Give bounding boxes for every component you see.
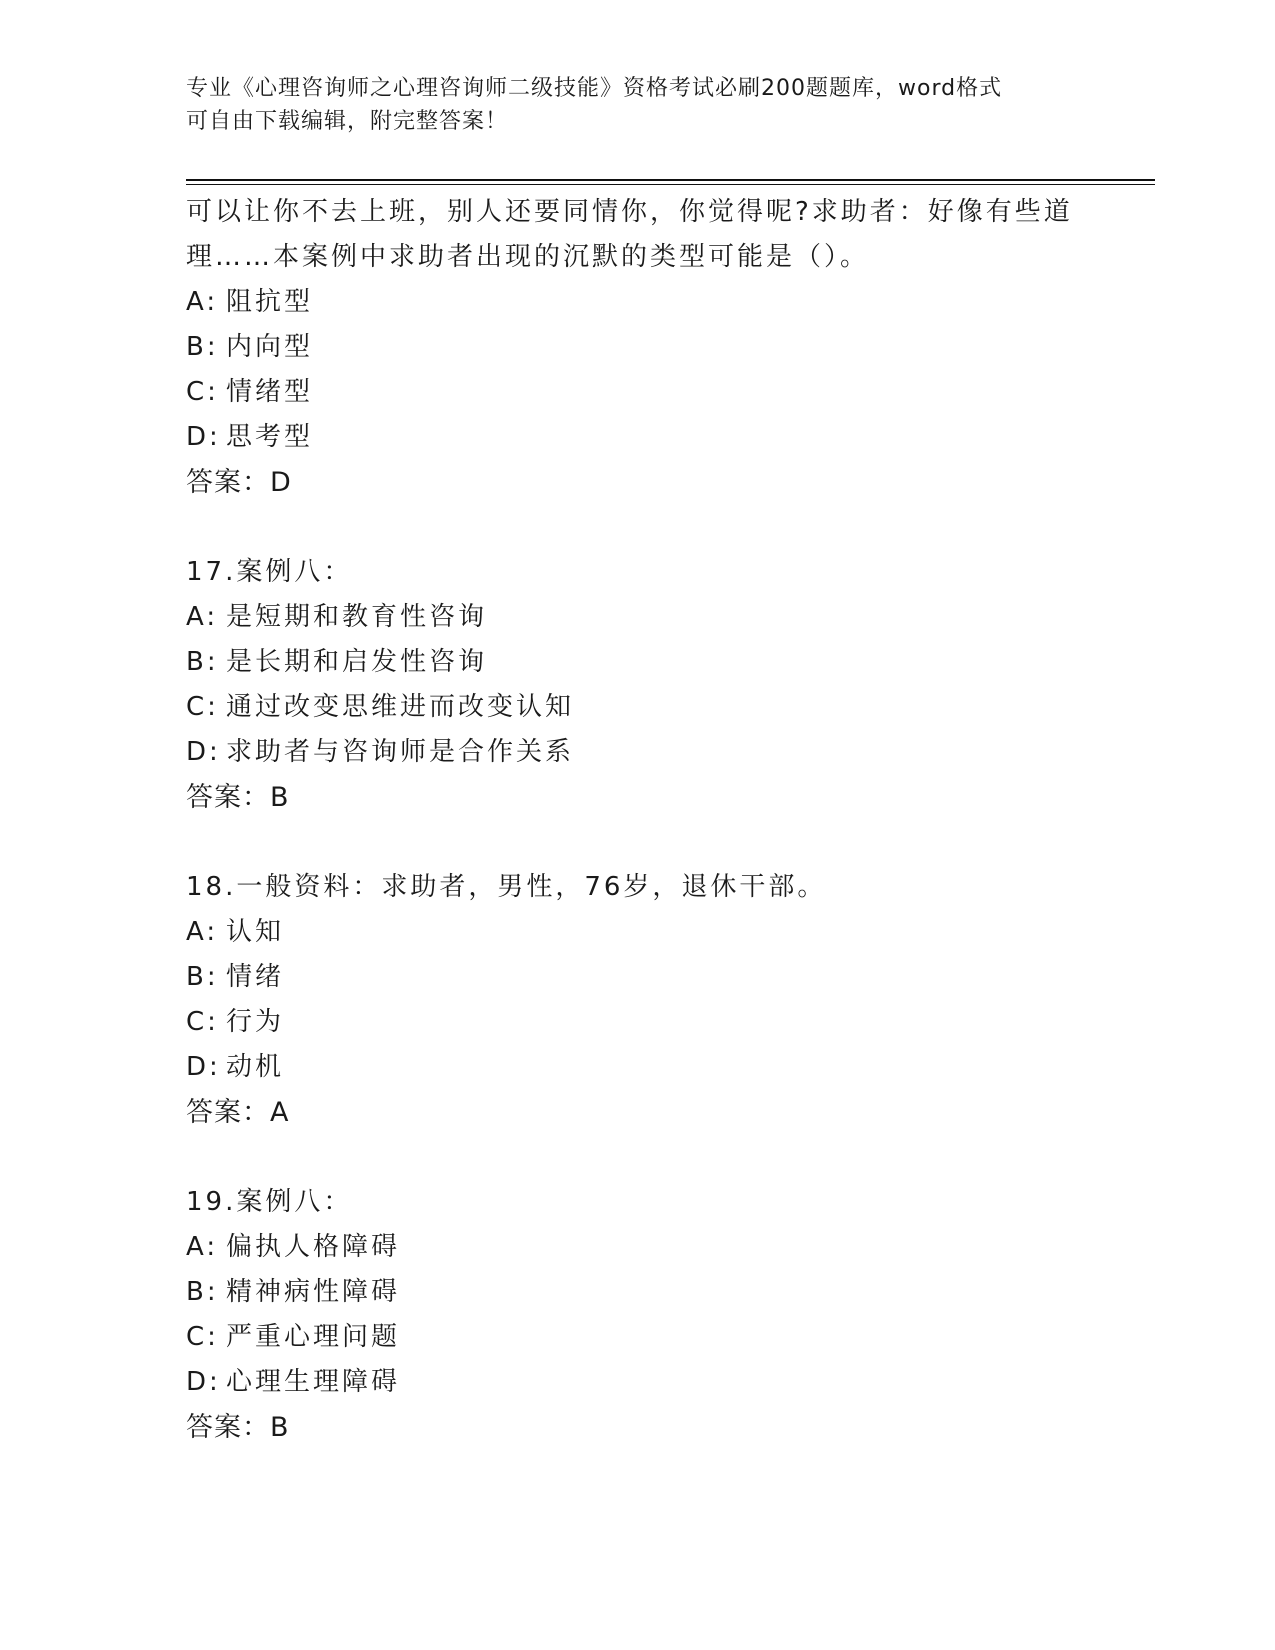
question-17 [186,550,1086,820]
option-d [186,1045,1086,1090]
option-text: 心理生理障碍 [226,1367,401,1397]
question-16 [186,190,1086,505]
option-letter: A: [186,917,219,947]
option-letter: D: [186,1367,221,1397]
option-a [186,280,1086,325]
option-text: 情绪型 [226,377,314,407]
question-title: 19.案例八： [186,1187,353,1217]
option-a [186,1225,1086,1270]
option-text: 阻抗型 [226,287,314,317]
question-text-line-2: 理……本案例中求助者出现的沉默的类型可能是（）。 [186,242,870,272]
option-letter: C: [186,1322,219,1352]
option-d [186,1360,1086,1405]
option-b [186,955,1086,1000]
option-text: 动机 [226,1052,285,1082]
option-letter: A: [186,602,219,632]
option-text: 情绪 [226,962,285,992]
option-b [186,640,1086,685]
spacer [186,1135,1086,1180]
option-b [186,1270,1086,1315]
option-letter: D: [186,1052,221,1082]
header-line-2: 可自由下载编辑，附完整答案！ [186,109,509,134]
option-text: 行为 [226,1007,285,1037]
option-text: 是长期和启发性咨询 [226,647,488,677]
option-text: 严重心理问题 [226,1322,401,1352]
question-19 [186,1180,1086,1450]
option-text: 是短期和教育性咨询 [226,602,488,632]
option-text: 求助者与咨询师是合作关系 [226,737,575,767]
answer-line: 答案：A [186,1097,290,1128]
question-title: 18.一般资料：求助者，男性，76岁，退休干部。 [186,872,827,902]
option-c [186,1315,1086,1360]
option-letter: A: [186,287,219,317]
spacer [186,505,1086,550]
header-line-1: 专业《心理咨询师之心理咨询师二级技能》资格考试必刷200题题库，word格式 [186,76,1003,101]
option-text: 通过改变思维进而改变认知 [226,692,575,722]
option-c [186,370,1086,415]
option-text: 内向型 [226,332,314,362]
option-letter: B: [186,647,219,677]
option-letter: D: [186,422,221,452]
option-a [186,595,1086,640]
question-list [186,190,1086,1450]
option-text: 认知 [226,917,285,947]
header-divider-thin [186,184,1155,185]
option-d [186,730,1086,775]
option-letter: B: [186,332,219,362]
option-a [186,910,1086,955]
question-18 [186,865,1086,1135]
answer-line: 答案：B [186,1412,290,1443]
answer-line: 答案：B [186,782,290,813]
spacer [186,820,1086,865]
option-c [186,1000,1086,1045]
document-header [186,72,1086,138]
option-text: 精神病性障碍 [226,1277,401,1307]
option-letter: C: [186,692,219,722]
option-letter: C: [186,377,219,407]
option-letter: A: [186,1232,219,1262]
option-b [186,325,1086,370]
question-title: 17.案例八： [186,557,353,587]
option-letter: B: [186,1277,219,1307]
header-divider-thick [186,179,1155,181]
option-text: 思考型 [226,422,314,452]
answer-line: 答案：D [186,467,292,498]
option-c [186,685,1086,730]
option-letter: D: [186,737,221,767]
option-letter: C: [186,1007,219,1037]
question-text-line-1: 可以让你不去上班，别人还要同情你，你觉得呢?求助者：好像有些道 [186,197,1073,227]
option-d [186,415,1086,460]
option-letter: B: [186,962,219,992]
option-text: 偏执人格障碍 [226,1232,401,1262]
